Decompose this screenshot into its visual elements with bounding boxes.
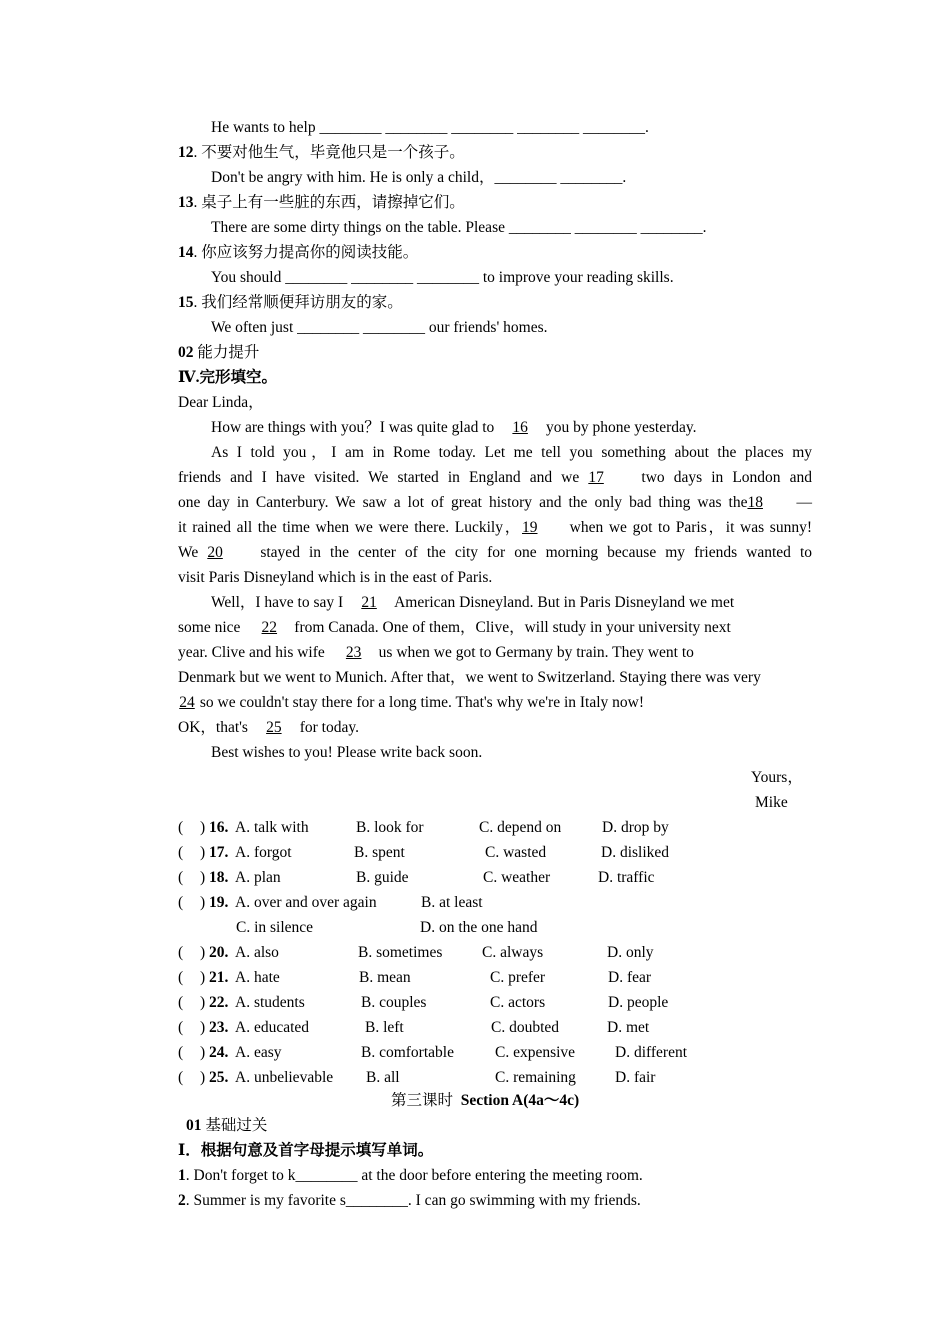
option-d[interactable]: D. on the one hand [420, 919, 538, 936]
answer-paren-close[interactable]: ) [200, 1019, 206, 1036]
item-15-english: We often just ________ ________ our friends' homes. [211, 319, 548, 336]
letter-p2-line-6: visit Paris Disneyland which is in the east of Paris. [178, 569, 493, 586]
item-13-english: There are some dirty things on the table. Please ________ ________ ________. [211, 219, 707, 236]
answer-paren-open: ( [178, 1069, 184, 1086]
option-b[interactable]: B. guide [356, 869, 409, 886]
item-12-english: Don't be angry with him. He is only a child，________ ________. [211, 169, 627, 186]
item-number: 1 [178, 1167, 186, 1184]
part-1-title: Ⅰ．根据句意及首字母提示填写单词。 [178, 1142, 434, 1159]
option-a[interactable]: A. unbelievable [235, 1069, 334, 1086]
option-a[interactable]: A. over and over again [235, 894, 377, 911]
text-segment: some nice [178, 619, 245, 636]
option-c[interactable]: C. doubted [491, 1019, 560, 1036]
option-d[interactable]: D. drop by [602, 819, 669, 836]
lesson-heading [391, 1091, 579, 1111]
item-14-chinese: 14. 你应该努力提高你的阅读技能。 [178, 244, 419, 261]
blank-22: 22 [261, 619, 278, 636]
option-b[interactable]: B. sometimes [358, 944, 443, 961]
option-c[interactable]: C. weather [483, 869, 551, 886]
letter-p3-line-1 [211, 593, 734, 613]
blank-17: 17 [588, 469, 604, 486]
answer-paren-close[interactable]: ) [200, 994, 206, 1011]
option-c[interactable]: C. wasted [485, 844, 547, 861]
item-11-english: He wants to help ________ ________ ________ ________ ________. [211, 119, 649, 136]
answer-paren-close[interactable]: ) [200, 969, 206, 986]
letter-p3-line-3 [178, 643, 694, 663]
section-02-heading [178, 343, 259, 363]
question-number: 23. [209, 1019, 229, 1036]
answer-paren-open: ( [178, 869, 184, 886]
section-title: 能力提升 [197, 344, 260, 361]
text-segment: friends and I have visited. We started in England and we [178, 469, 589, 486]
option-b[interactable]: B. left [365, 1019, 404, 1036]
letter-signature: Mike [755, 794, 788, 811]
answer-paren-open: ( [178, 844, 184, 861]
option-c[interactable]: C. remaining [495, 1069, 576, 1086]
letter-p2-line-3 [178, 493, 812, 513]
answer-paren-open: ( [178, 1044, 184, 1061]
blank-16: 16 [512, 419, 528, 436]
option-d[interactable]: D. fair [615, 1069, 656, 1086]
answer-paren-open: ( [178, 1019, 184, 1036]
option-b[interactable]: B. at least [421, 894, 483, 911]
option-a[interactable]: A. also [235, 944, 279, 961]
question-number: 21. [209, 969, 229, 986]
answer-paren-close[interactable]: ) [200, 844, 206, 861]
text-segment: year. Clive and his wife [178, 644, 329, 661]
text-segment: you by phone yesterday. [542, 419, 697, 436]
option-a[interactable]: A. hate [235, 969, 280, 986]
item-number: 14 [178, 244, 194, 261]
blank-21: 21 [361, 594, 377, 611]
option-d[interactable]: D. fear [608, 969, 652, 986]
letter-p3-line-5 [178, 693, 644, 713]
item-text: . Summer is my favorite s________. I can go swimming with my friends. [185, 1192, 641, 1209]
option-d[interactable]: D. people [608, 994, 669, 1011]
item-number: 12 [178, 144, 194, 161]
item-text: . Don't forget to k________ at the door before entering the meeting room. [185, 1167, 643, 1184]
answer-paren-close[interactable]: ) [200, 894, 206, 911]
text-segment: from Canada. One of them，Clive，will study in your university next [294, 619, 731, 636]
question-number: 20. [209, 944, 229, 961]
option-c[interactable]: C. always [482, 944, 544, 961]
option-c[interactable]: C. expensive [495, 1044, 576, 1061]
letter-p3-line-4: Denmark but we went to Munich. After that，we went to Switzerland. Staying there was very [178, 669, 761, 686]
item-number: 2 [178, 1192, 186, 1209]
answer-paren-close[interactable]: ) [200, 944, 206, 961]
chinese-sentence: 桌子上有一些脏的东西，请擦掉它们。 [201, 194, 465, 211]
blank-24: 24 [179, 694, 195, 711]
letter-closing: Best wishes to you! Please write back soon. [211, 744, 483, 761]
blank-19: 19 [522, 519, 538, 536]
option-d[interactable]: D. disliked [601, 844, 670, 861]
question-number: 16. [209, 819, 229, 836]
answer-paren-open: ( [178, 944, 184, 961]
option-a[interactable]: A. plan [235, 869, 281, 886]
chinese-sentence: 我们经常顺便拜访朋友的家。 [201, 294, 403, 311]
option-d[interactable]: D. met [607, 1019, 650, 1036]
question-number: 18. [209, 869, 229, 886]
chinese-sentence: 你应该努力提高你的阅读技能。 [201, 244, 419, 261]
text-segment: so we couldn't stay there for a long time. That's why we're in Italy now! [196, 694, 645, 711]
item-12-chinese: 12. 不要对他生气，毕竟他只是一个孩子。 [178, 144, 465, 161]
option-d[interactable]: D. traffic [598, 869, 655, 886]
option-b[interactable]: B. all [366, 1069, 400, 1086]
letter-p2-line-1: As I told you，I am in Rome today. Let me tell you something about the places my [211, 444, 812, 461]
question-number: 19. [209, 894, 229, 911]
question-number: 24. [209, 1044, 229, 1061]
answer-paren-open: ( [178, 969, 184, 986]
option-b[interactable]: B. mean [359, 969, 411, 986]
answer-paren-open: ( [178, 894, 184, 911]
letter-p2-line-4 [178, 518, 812, 538]
letter-p2-line-2 [178, 468, 812, 488]
letter-p2-line-5 [178, 543, 812, 563]
section-number: 01 [186, 1117, 202, 1134]
answer-paren-close[interactable]: ) [200, 869, 206, 886]
option-b[interactable]: B. couples [361, 994, 427, 1011]
word-item-1 [178, 1166, 643, 1186]
letter-paragraph-1 [211, 418, 697, 438]
option-a[interactable]: A. forgot [235, 844, 292, 861]
text-segment: it rained all the time when we were there. Luckily， [178, 519, 522, 536]
letter-greeting: Dear Linda， [178, 394, 264, 411]
text-segment: two days in London and [632, 469, 812, 486]
text-segment: for today. [295, 719, 359, 736]
option-c[interactable]: C. in silence [236, 919, 314, 936]
lesson-section: Section A(4a～4c) [460, 1092, 580, 1109]
text-segment: How are things with you？I was quite glad to [211, 419, 499, 436]
item-13-chinese: 13. 桌子上有一些脏的东西，请擦掉它们。 [178, 194, 465, 211]
option-a[interactable]: A. educated [235, 1019, 310, 1036]
text-segment: OK，that's [178, 719, 252, 736]
option-a[interactable]: A. students [235, 994, 305, 1011]
blank-18: 18 [747, 494, 763, 511]
letter-p3-line-2 [178, 618, 731, 638]
option-b[interactable]: B. comfortable [361, 1044, 454, 1061]
question-number: 25. [209, 1069, 229, 1086]
option-a[interactable]: A. easy [235, 1044, 282, 1061]
text-segment: us when we got to Germany by train. They went to [378, 644, 694, 661]
question-number: 17. [209, 844, 229, 861]
part-4-title: Ⅳ.完形填空。 [178, 369, 277, 386]
blank-23: 23 [345, 644, 362, 661]
letter-yours: Yours， [751, 769, 803, 786]
text-segment: one day in Canterbury. We saw a lot of great history and the only bad thing was the [178, 494, 748, 511]
answer-paren-open: ( [178, 994, 184, 1011]
option-c[interactable]: C. depend on [479, 819, 562, 836]
item-14-english: You should ________ ________ ________ to improve your reading skills. [211, 269, 674, 286]
option-d[interactable]: D. only [607, 944, 654, 961]
option-c[interactable]: C. prefer [490, 969, 546, 986]
answer-paren-open: ( [178, 819, 184, 836]
option-b[interactable]: B. look for [356, 819, 424, 836]
letter-p4 [178, 718, 359, 738]
section-number: 02 [178, 344, 194, 361]
answer-paren-close[interactable]: ) [200, 1044, 206, 1061]
text-segment: — [789, 494, 812, 511]
section-title: 基础过关 [205, 1117, 268, 1134]
option-d[interactable]: D. different [615, 1044, 688, 1061]
text-segment: stayed in the center of the city for one morning because my friends wanted to [251, 544, 812, 561]
lesson-title: 第三课时 [391, 1092, 454, 1109]
option-a[interactable]: A. talk with [235, 819, 309, 836]
item-15-chinese: 15. 我们经常顺便拜访朋友的家。 [178, 294, 403, 311]
answer-paren-close[interactable]: ) [200, 819, 206, 836]
text-segment: Well，I have to say I [211, 594, 348, 611]
text-segment: when we got to Paris，it was sunny! [564, 519, 812, 536]
section-01-heading [186, 1116, 267, 1136]
chinese-sentence: 不要对他生气，毕竟他只是一个孩子。 [201, 144, 465, 161]
blank-20: 20 [207, 544, 223, 561]
blank-25: 25 [266, 719, 282, 736]
item-number: 15 [178, 294, 194, 311]
option-b[interactable]: B. spent [354, 844, 405, 861]
option-c[interactable]: C. actors [490, 994, 546, 1011]
text-segment: We [178, 544, 208, 561]
question-number: 22. [209, 994, 229, 1011]
item-number: 13 [178, 194, 194, 211]
answer-paren-close[interactable]: ) [200, 1069, 206, 1086]
word-item-2 [178, 1191, 641, 1211]
text-segment: American Disneyland. But in Paris Disneyland we met [391, 594, 735, 611]
